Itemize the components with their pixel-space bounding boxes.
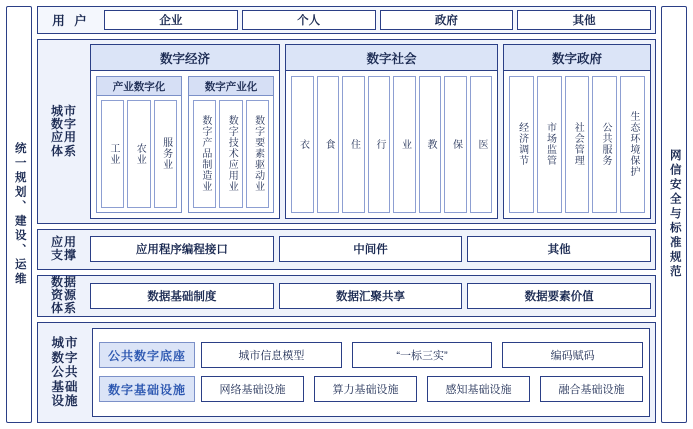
user-row <box>37 6 656 34</box>
user-item-individual[interactable]: 个人 <box>242 10 376 30</box>
support-item-middleware[interactable]: 中间件 <box>279 236 463 262</box>
left-rail-label: 统一规划、建设、运维 <box>13 142 26 287</box>
cell-digital-technology-application[interactable]: 数字技术应用业 <box>219 100 242 208</box>
tag-digital-infrastructure: 数字基础设施 <box>99 376 195 402</box>
cell-one-standard-three-reals[interactable]: “一标三实” <box>352 342 493 368</box>
cell-digital-product-manufacturing[interactable]: 数字产品制造业 <box>193 100 216 208</box>
cell-food[interactable]: 食 <box>317 76 340 213</box>
application-support-title: 应用支撑 <box>51 235 78 263</box>
cell-clothing[interactable]: 衣 <box>291 76 314 213</box>
group-industry-digitalization <box>96 76 182 213</box>
infrastructure-row-public-digital-base <box>99 342 643 368</box>
pillar-digital-government <box>503 44 651 219</box>
application-support-body <box>90 234 651 265</box>
cell-public-service[interactable]: 公共服务 <box>592 76 617 213</box>
cell-market-supervision[interactable]: 市场监管 <box>537 76 562 213</box>
cell-services[interactable]: 服务业 <box>154 100 177 208</box>
cell-education[interactable]: 教 <box>419 76 442 213</box>
public-digital-base-cells <box>201 342 643 368</box>
cell-housing[interactable]: 住 <box>342 76 365 213</box>
data-resource-title: 数据资源体系 <box>51 274 78 316</box>
diagram-frame <box>6 6 687 423</box>
application-support-section <box>37 229 656 270</box>
data-item-basic-system[interactable]: 数据基础制度 <box>90 283 274 309</box>
cell-work[interactable]: 业 <box>393 76 416 213</box>
pillar-digital-government-body <box>504 71 650 218</box>
pillar-digital-government-title: 数字政府 <box>504 45 650 71</box>
pillar-digital-society <box>285 44 498 219</box>
cell-economic-regulation[interactable]: 经济调节 <box>509 76 534 213</box>
infrastructure-row-digital-infrastructure <box>99 376 643 402</box>
pillar-digital-society-body <box>286 71 497 218</box>
group-industry-digitalization-cells <box>97 96 181 212</box>
user-row-label: 用 户 <box>52 14 90 28</box>
cell-sensing-infrastructure[interactable]: 感知基础设施 <box>427 376 530 402</box>
data-resource-section <box>37 275 656 317</box>
cell-transport[interactable]: 行 <box>368 76 391 213</box>
support-item-api[interactable]: 应用程序编程接口 <box>90 236 274 262</box>
cell-social-management[interactable]: 社会管理 <box>565 76 590 213</box>
support-item-other[interactable]: 其他 <box>467 236 651 262</box>
pillar-digital-society-title: 数字社会 <box>286 45 497 71</box>
pillar-digital-economy-title: 数字经济 <box>91 45 279 71</box>
cell-converged-infrastructure[interactable]: 融合基础设施 <box>540 376 643 402</box>
cell-network-infrastructure[interactable]: 网络基础设施 <box>201 376 304 402</box>
group-digital-industrialization <box>188 76 274 213</box>
data-item-aggregation-sharing[interactable]: 数据汇聚共享 <box>279 283 463 309</box>
pillar-digital-economy <box>90 44 280 219</box>
application-system-title: 城市数字应用体系 <box>51 103 78 158</box>
cell-industry[interactable]: 工业 <box>101 100 124 208</box>
infrastructure-title: 城市数字公共基础设施 <box>51 336 79 408</box>
user-item-government[interactable]: 政府 <box>380 10 514 30</box>
pillar-digital-economy-body <box>91 71 279 218</box>
left-rail <box>6 6 32 423</box>
diagram-center-column <box>37 6 656 423</box>
group-industry-digitalization-title: 产业数字化 <box>97 77 181 96</box>
cell-medical[interactable]: 医 <box>470 76 493 213</box>
cell-agriculture[interactable]: 农业 <box>127 100 150 208</box>
group-digital-industrialization-cells <box>189 96 273 212</box>
application-system-body <box>90 44 651 219</box>
application-system-section <box>37 39 656 224</box>
data-item-factor-value[interactable]: 数据要素价值 <box>467 283 651 309</box>
cell-digital-factor-driven[interactable]: 数字要素驱动业 <box>246 100 269 208</box>
cell-computing-infrastructure[interactable]: 算力基础设施 <box>314 376 417 402</box>
cell-eco-environment-protection[interactable]: 生态环境保护 <box>620 76 645 213</box>
data-resource-body <box>90 280 651 312</box>
tag-public-digital-base: 公共数字底座 <box>99 342 195 368</box>
cell-coding-assignment[interactable]: 编码赋码 <box>502 342 643 368</box>
infrastructure-section <box>37 322 656 423</box>
group-digital-industrialization-title: 数字产业化 <box>189 77 273 96</box>
right-rail <box>661 6 687 423</box>
digital-infrastructure-cells <box>201 376 643 402</box>
cell-city-information-model[interactable]: 城市信息模型 <box>201 342 342 368</box>
infrastructure-body <box>92 328 650 417</box>
right-rail-label: 网信安全与标准规范 <box>668 149 681 280</box>
user-item-other[interactable]: 其他 <box>517 10 651 30</box>
cell-insurance[interactable]: 保 <box>444 76 467 213</box>
user-item-enterprise[interactable]: 企业 <box>104 10 238 30</box>
